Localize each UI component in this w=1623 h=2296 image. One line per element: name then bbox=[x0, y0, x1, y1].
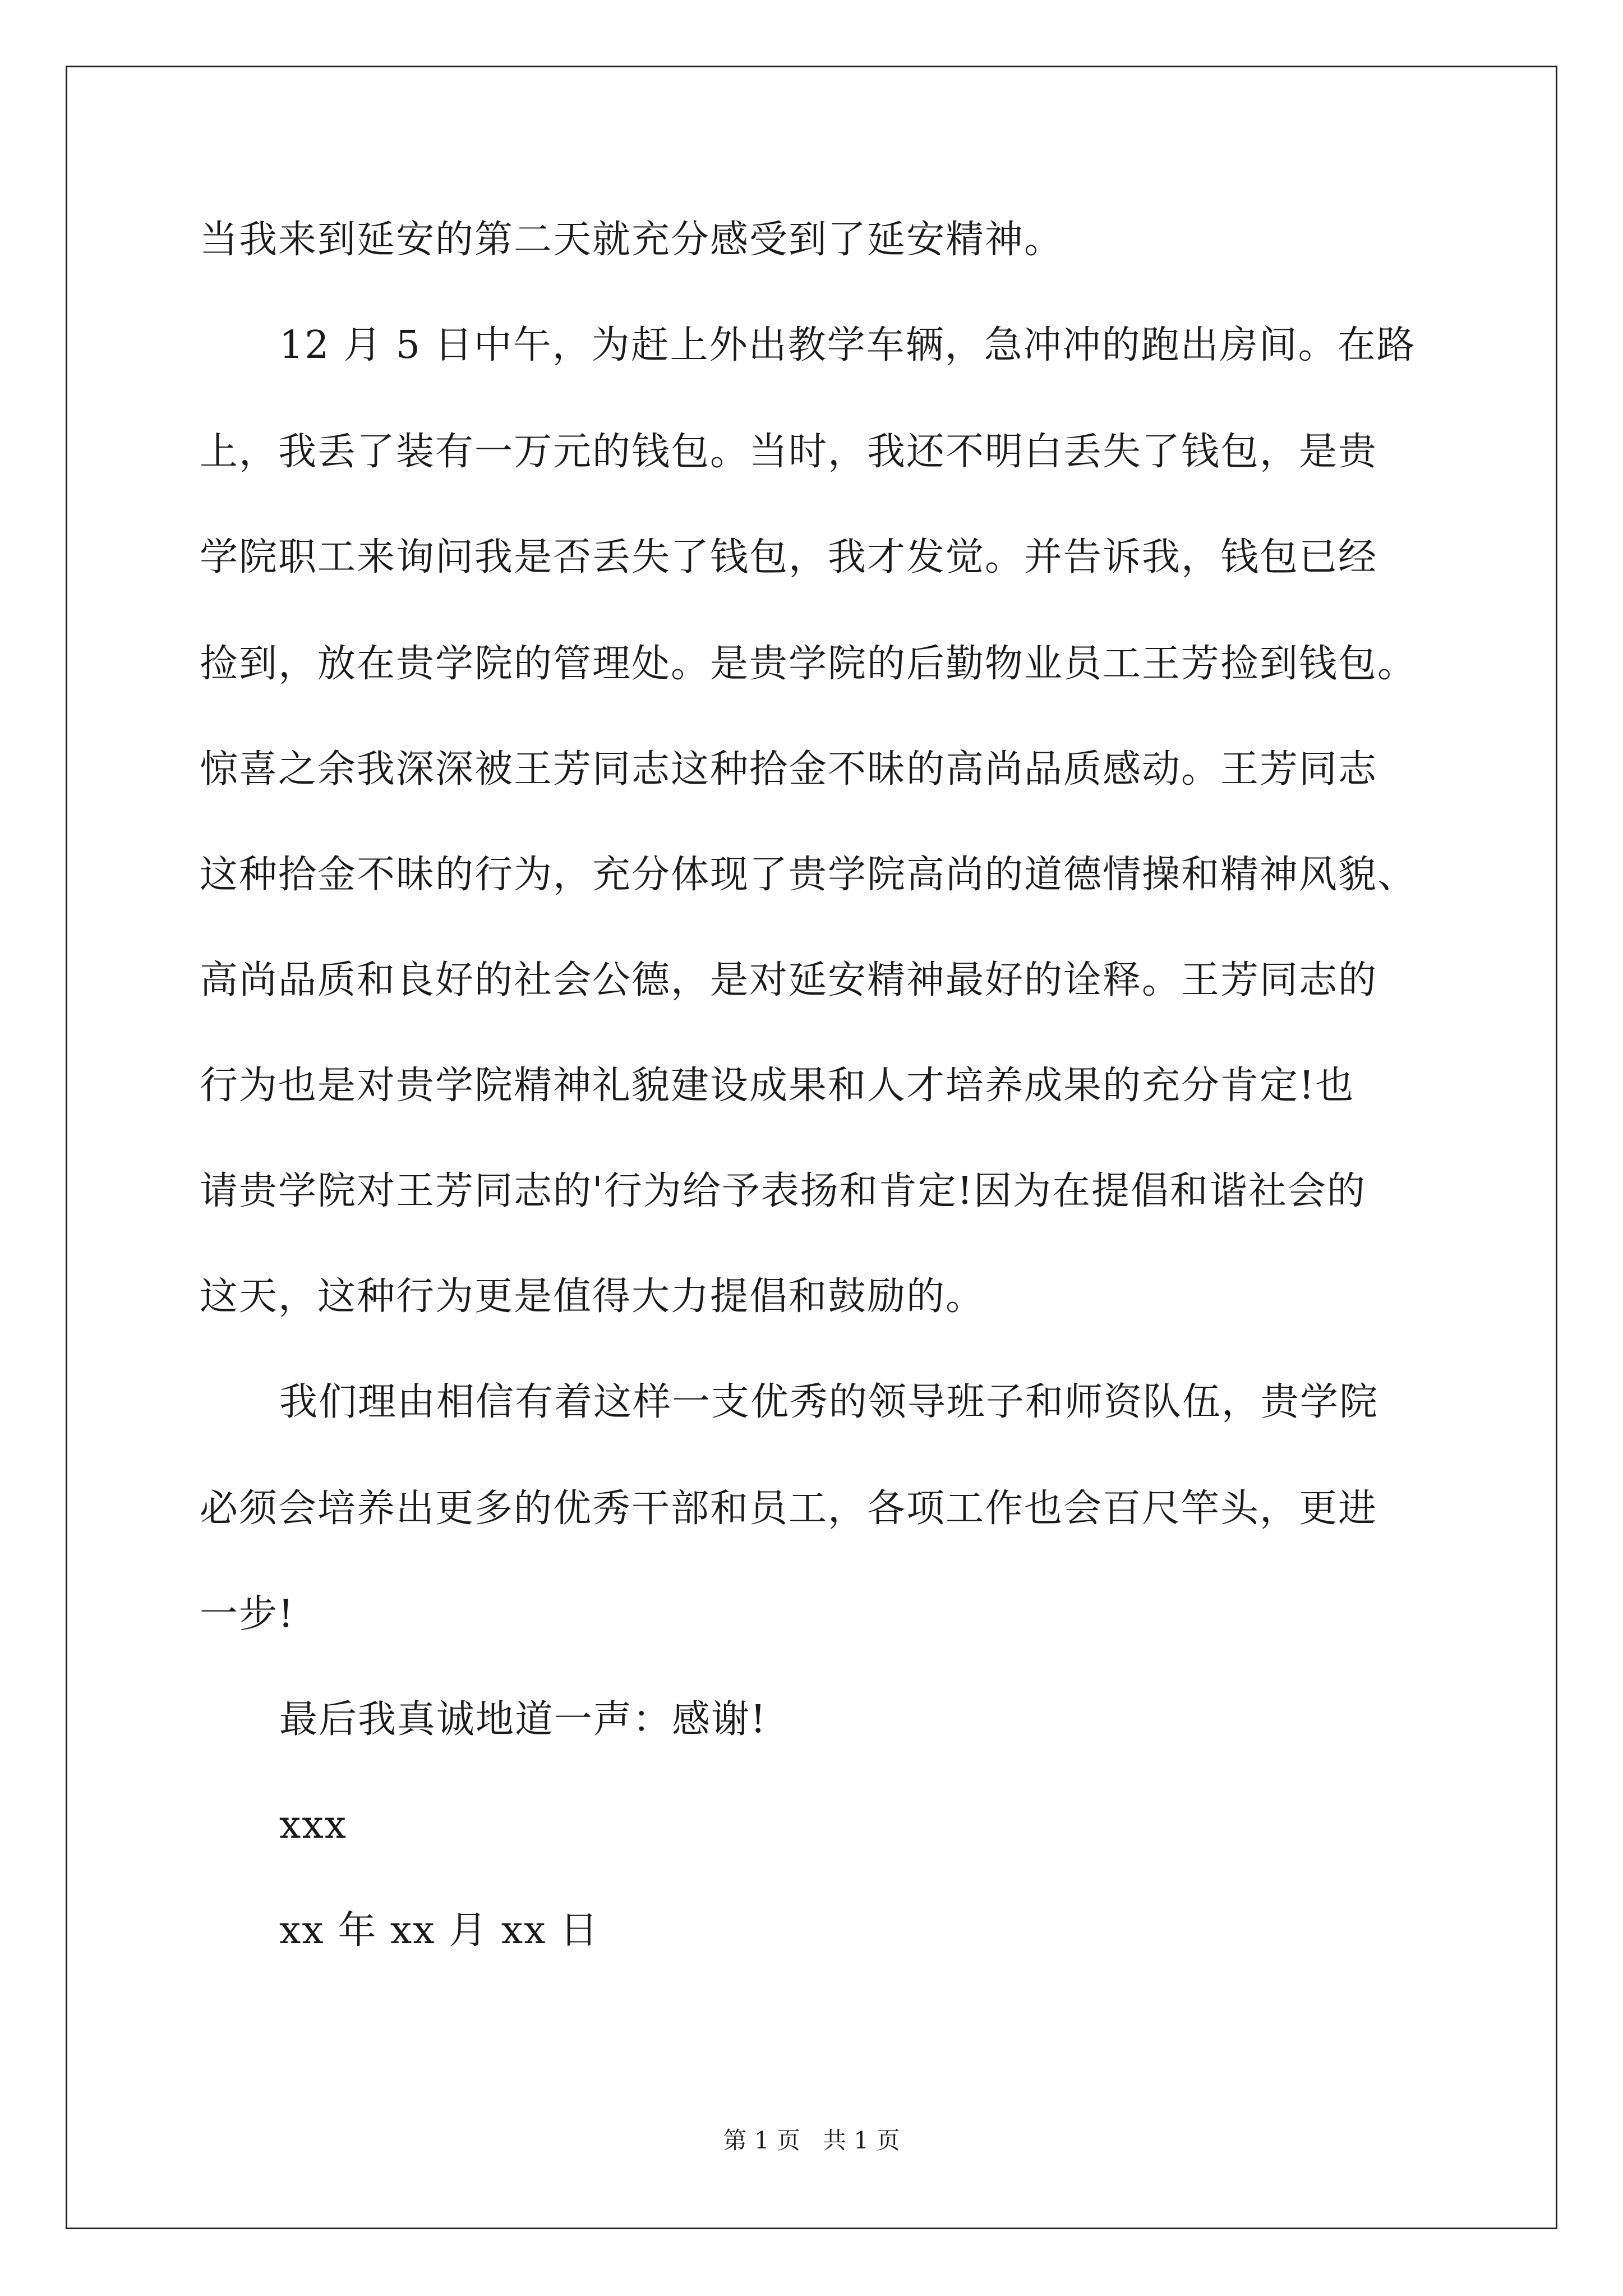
paragraph-line: 行为也是对贵学院精神礼貌建设成果和人才培养成果的充分肯定!也 bbox=[200, 1064, 1355, 1108]
paragraph-line: 学院职工来询问我是否丢失了钱包，我才发觉。并告诉我，钱包已经 bbox=[200, 535, 1378, 579]
paragraph-line: 这种拾金不昧的行为，充分体现了贵学院高尚的道德情操和精神风貌、 bbox=[200, 853, 1417, 897]
paragraph-line: 当我来到延安的第二天就充分感受到了延安精神。 bbox=[200, 218, 1064, 262]
paragraph-line: 捡到，放在贵学院的管理处。是贵学院的后勤物业员工王芳捡到钱包。 bbox=[200, 642, 1417, 686]
paragraph-line: 一步! bbox=[200, 1592, 295, 1636]
page-footer: 第 1 页 共 1 页 bbox=[723, 2127, 900, 2154]
paragraph-line: 这天，这种行为更是值得大力提倡和鼓励的。 bbox=[200, 1274, 985, 1319]
paragraph-line: 我们理由相信有着这样一支优秀的领导班子和师资队伍，贵学院 bbox=[279, 1380, 1379, 1424]
paragraph-line: 上，我丢了装有一万元的钱包。当时，我还不明白丢失了钱包，是贵 bbox=[200, 430, 1378, 474]
paragraph-line: 请贵学院对王芳同志的'行为给予表扬和肯定!因为在提倡和谐社会的 bbox=[200, 1169, 1367, 1213]
paragraph-line: 12 月 5 日中午，为赶上外出教学车辆，急冲冲的跑出房间。在路 bbox=[279, 323, 1416, 367]
signature-name: xxx bbox=[279, 1803, 348, 1847]
paragraph-line: 惊喜之余我深深被王芳同志这种拾金不昧的高尚品质感动。王芳同志 bbox=[200, 747, 1378, 792]
signature-date: xx 年 xx 月 xx 日 bbox=[279, 1908, 600, 1953]
paragraph-line: 高尚品质和良好的社会公德，是对延安精神最好的诠释。王芳同志的 bbox=[200, 958, 1378, 1002]
paragraph-line: 必须会培养出更多的优秀干部和员工，各项工作也会百尺竿头，更进 bbox=[200, 1487, 1378, 1531]
closing-line: 最后我真诚地道一声：感谢! bbox=[279, 1697, 767, 1742]
